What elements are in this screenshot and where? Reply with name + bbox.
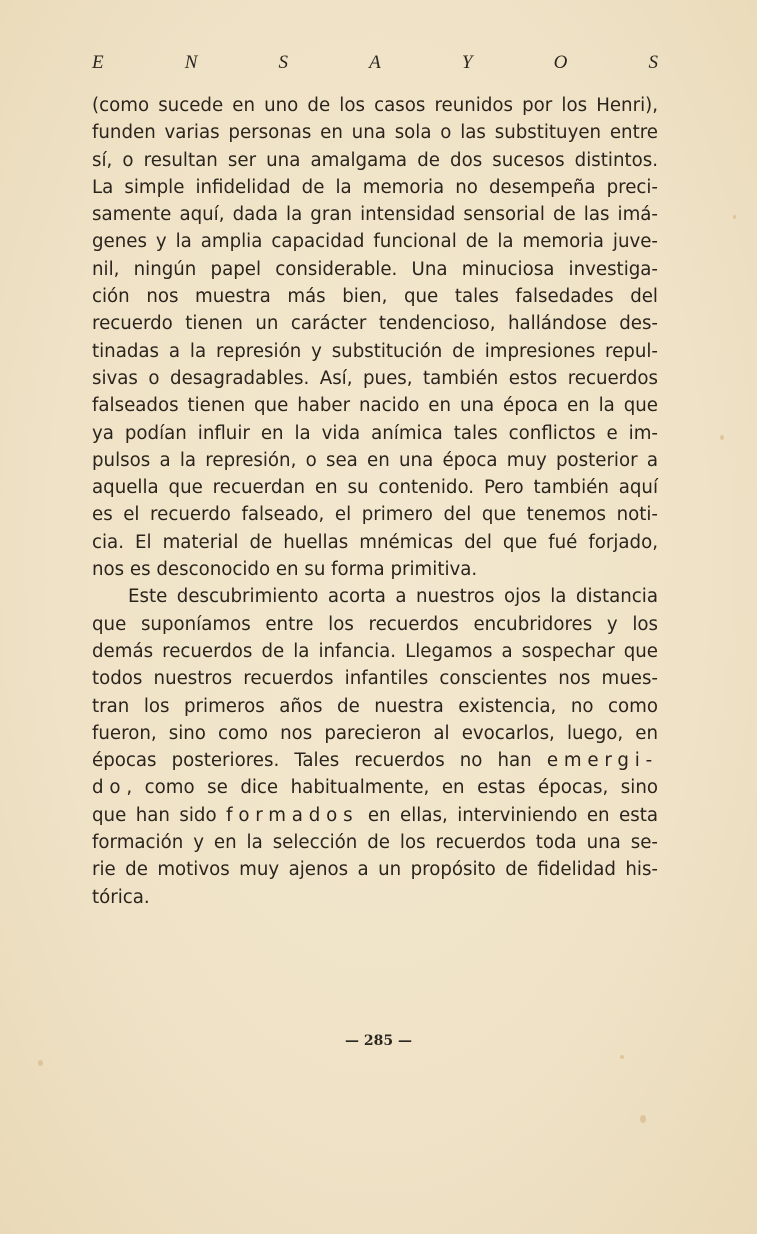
text-line: formación y en la selección de los recuerdos toda una se- bbox=[92, 832, 658, 854]
text-line: ción nos muestra más bien, que tales falsedades del bbox=[92, 286, 658, 308]
header-letter: N bbox=[184, 52, 198, 73]
text-line: es el recuerdo falseado, el primero del que tenemos noti- bbox=[92, 504, 658, 526]
header-letter: Y bbox=[461, 52, 473, 73]
paper-speck bbox=[38, 1060, 43, 1066]
header-letter: S bbox=[278, 52, 289, 73]
text-line: nil, ningún papel considerable. Una minuciosa investiga- bbox=[92, 258, 658, 280]
body-text bbox=[92, 92, 658, 911]
text-line: tinadas a la represión y substitución de impresiones repul- bbox=[92, 340, 658, 362]
text-line: ya podían influir en la vida anímica tales conflictos e im- bbox=[92, 422, 658, 444]
spaced-emphasis: do bbox=[92, 777, 127, 799]
paper-speck bbox=[620, 1055, 624, 1059]
text-line: recuerdo tienen un carácter tendencioso, hallándose des- bbox=[92, 313, 658, 335]
paragraph-1 bbox=[92, 92, 658, 583]
text-line bbox=[92, 774, 658, 801]
text-line: funden varias personas en una sola o las substituyen entre bbox=[92, 122, 658, 144]
text-line: genes y la amplia capacidad funcional de la memoria juve- bbox=[92, 231, 658, 253]
text-line: pulsos a la represión, o sea en una época muy posterior a bbox=[92, 449, 658, 471]
header-letter: E bbox=[92, 52, 104, 73]
paper-speck bbox=[733, 215, 736, 219]
text-segment: en ellas, interviniendo en esta bbox=[358, 804, 658, 826]
text-line: La simple infidelidad de la memoria no desempeña preci- bbox=[92, 176, 658, 198]
text-line: que suponíamos entre los recuerdos encubridores y los bbox=[92, 613, 658, 635]
spaced-emphasis: formados bbox=[226, 804, 359, 826]
text-line: cia. El material de huellas mnémicas del que fué forjado, bbox=[92, 531, 658, 553]
text-line bbox=[92, 802, 658, 829]
text-line: aquella que recuerdan en su contenido. Pero también aquí bbox=[92, 477, 658, 499]
paragraph-2 bbox=[92, 583, 658, 911]
text-line: sí, o resultan ser una amalgama de dos sucesos distintos. bbox=[92, 149, 658, 171]
page-number: — 285 — bbox=[345, 1033, 412, 1049]
text-line: fueron, sino como nos parecieron al evocarlos, luego, en bbox=[92, 722, 658, 744]
header-letter: S bbox=[648, 52, 658, 73]
paper-speck bbox=[640, 1115, 646, 1123]
text-line: sivas o desagradables. Así, pues, también estos recuerdos bbox=[92, 367, 658, 389]
header-letter: O bbox=[553, 52, 568, 73]
text-segment: que han sido bbox=[92, 804, 227, 826]
paper-speck bbox=[720, 435, 724, 440]
text-line: todos nuestros recuerdos infantiles conscientes nos mues- bbox=[92, 668, 658, 690]
text-line: tran los primeros años de nuestra existencia, no como bbox=[92, 695, 658, 717]
text-line: tórica. bbox=[92, 886, 150, 908]
text-segment: épocas posteriores. Tales recuerdos no han bbox=[92, 750, 547, 772]
text-segment: , como se dice habitualmente, en estas épocas, sino bbox=[126, 777, 658, 799]
text-line: (como sucede en uno de los casos reunidos por los Henri), bbox=[92, 95, 658, 116]
text-line: Este descubrimiento acorta a nuestros ojos la distancia bbox=[128, 586, 658, 608]
text-line: samente aquí, dada la gran intensidad sensorial de las imá- bbox=[92, 204, 658, 226]
text-line: nos es desconocido en su forma primitiva. bbox=[92, 559, 478, 581]
text-line: rie de motivos muy ajenos a un propósito de fidelidad his- bbox=[92, 859, 658, 881]
header-letter: A bbox=[369, 52, 381, 73]
text-line: demás recuerdos de la infancia. Llegamos a sospechar que bbox=[92, 640, 658, 662]
text-line bbox=[92, 747, 658, 774]
spaced-emphasis: emergi- bbox=[546, 750, 658, 772]
running-header bbox=[92, 52, 658, 74]
text-line: falseados tienen que haber nacido en una época en la que bbox=[92, 395, 658, 417]
